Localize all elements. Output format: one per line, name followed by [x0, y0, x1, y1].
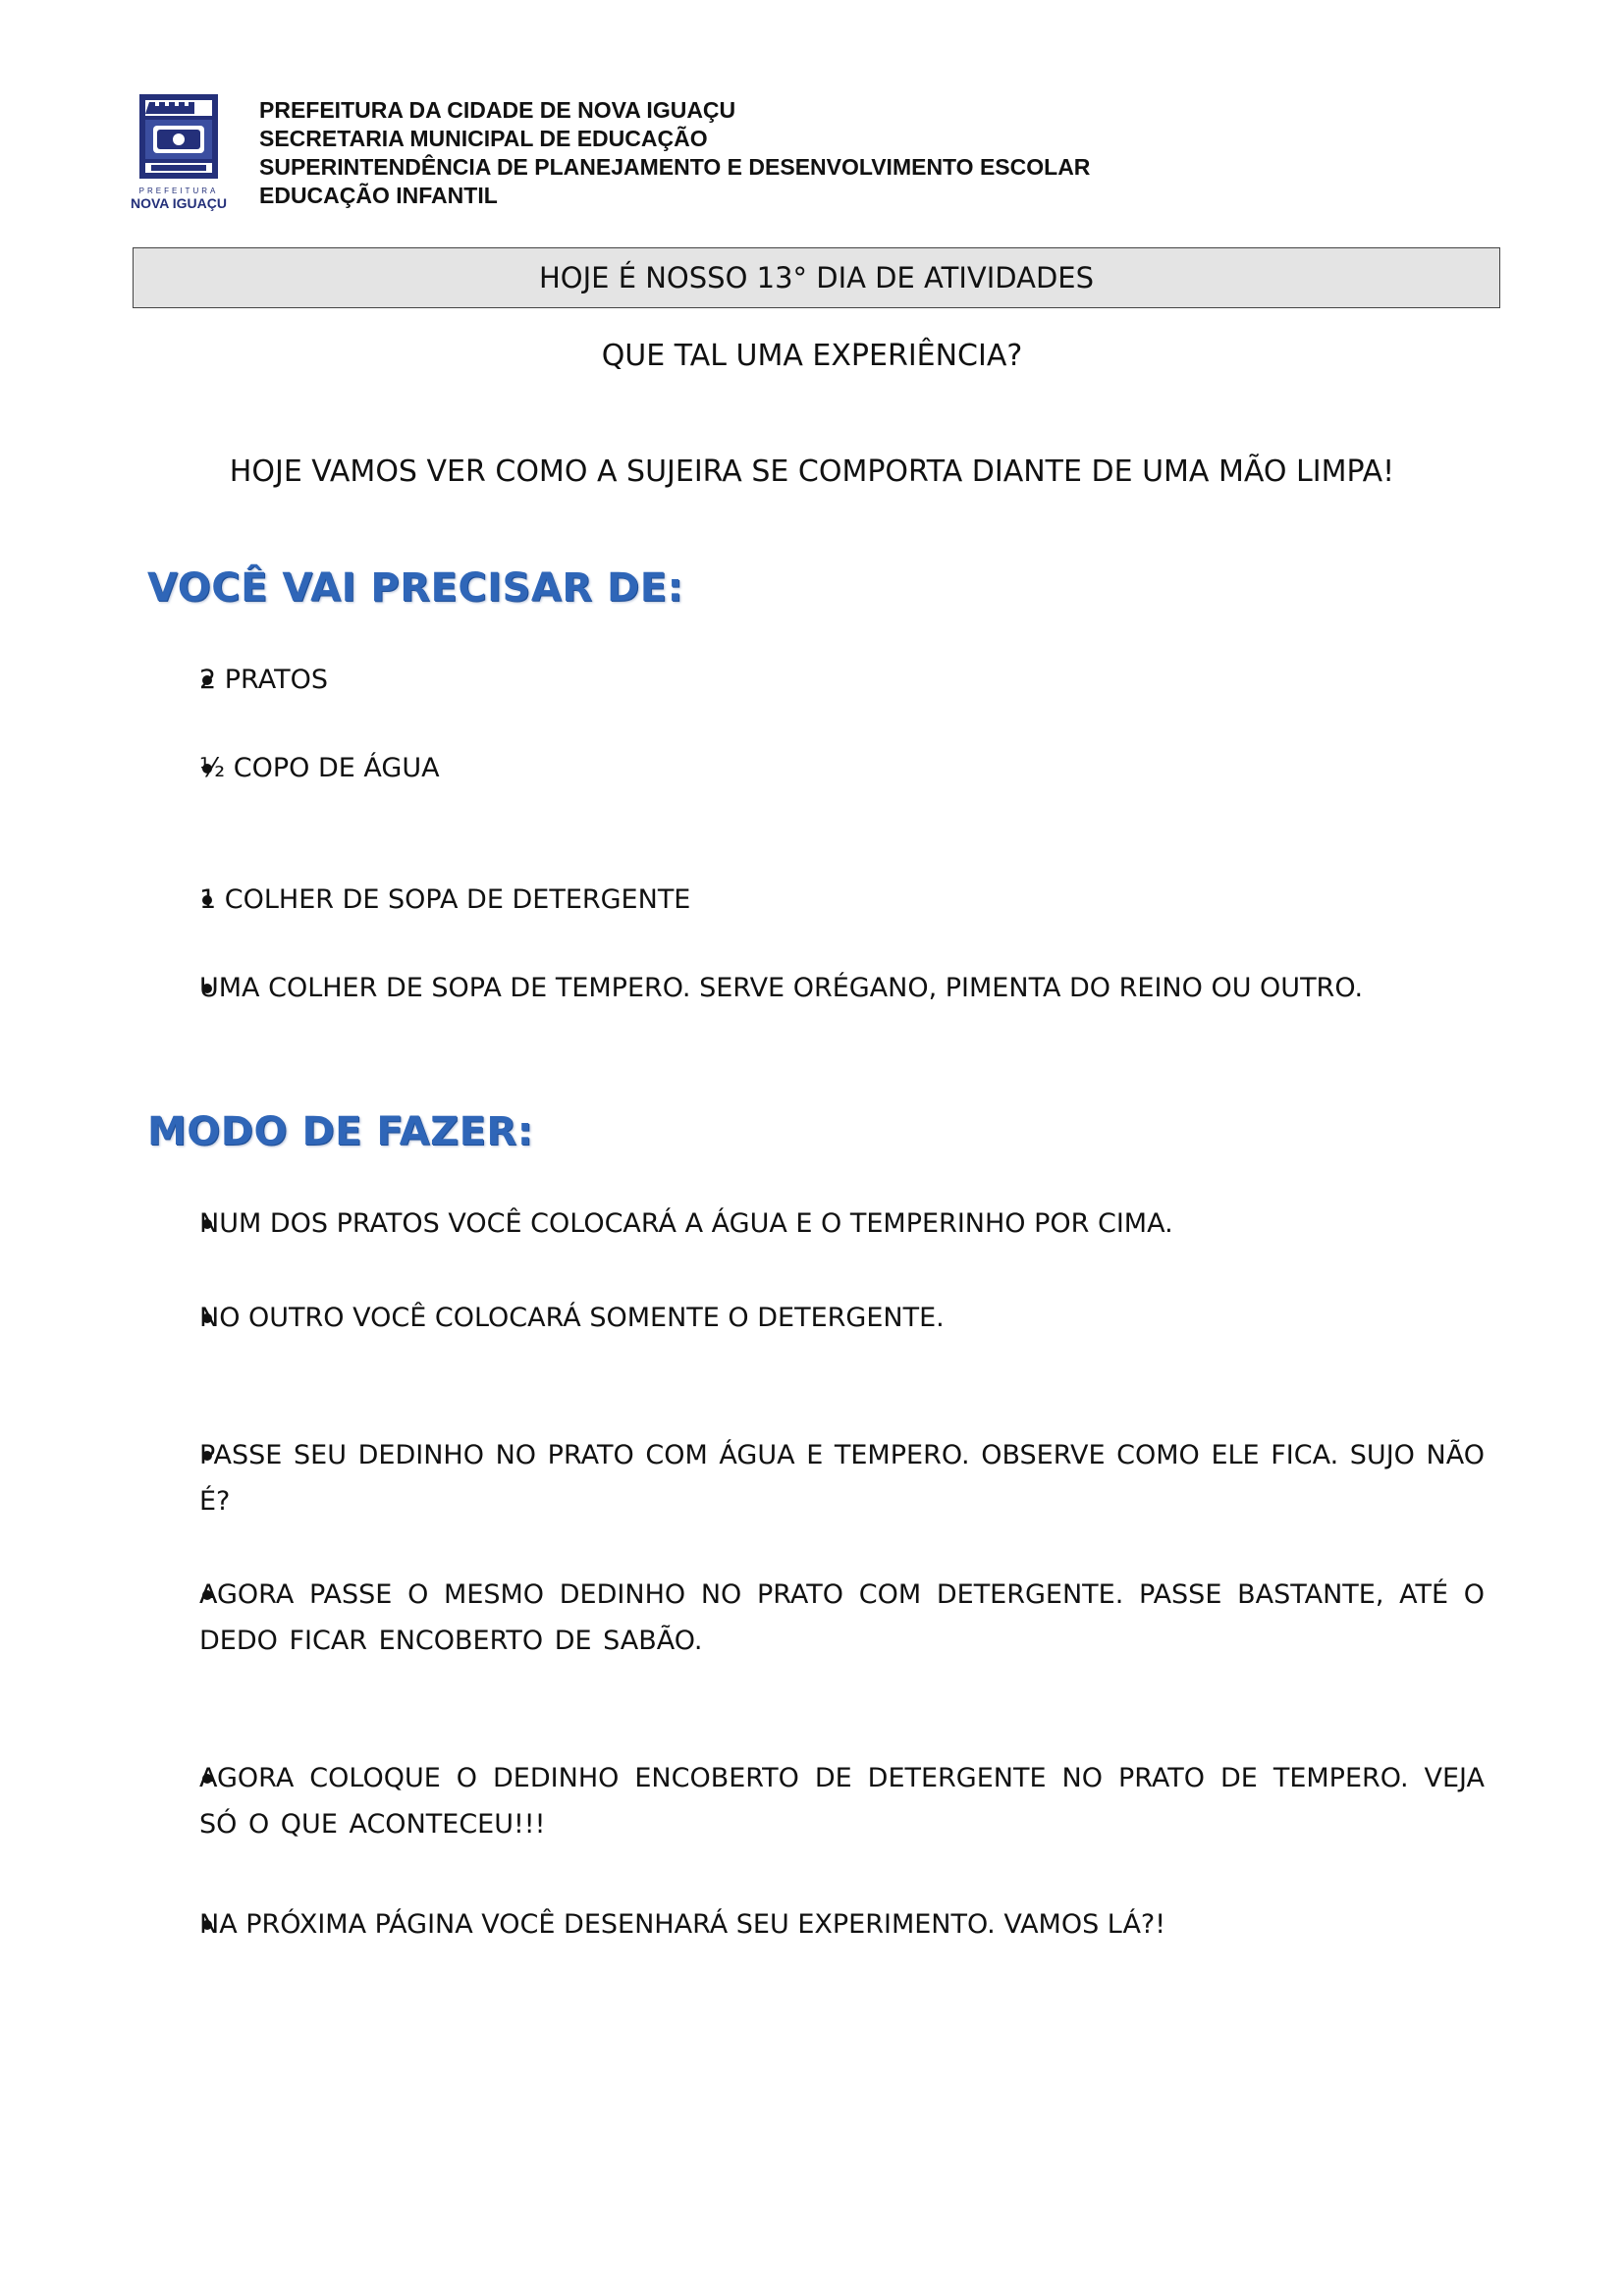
materials-item: UMA COLHER DE SOPA DE TEMPERO. SERVE ORÉGANO, PIMENTA DO REINO OU OUTRO. — [199, 973, 1364, 1003]
header-line-3: SUPERINTENDÊNCIA DE PLANEJAMENTO E DESENVOLVIMENTO ESCOLAR — [259, 154, 1091, 180]
logo-city-text: NOVA IGUAÇU — [131, 195, 227, 211]
logo-prefeitura-text: PREFEITURA — [138, 187, 219, 195]
coat-of-arms-icon — [126, 92, 232, 216]
institution-header — [259, 96, 1090, 210]
steps-heading: MODO DE FAZER: — [147, 1109, 534, 1154]
header-line-4: EDUCAÇÃO INFANTIL — [259, 183, 498, 208]
header-line-2: SECRETARIA MUNICIPAL DE EDUCAÇÃO — [259, 126, 708, 151]
step-item: AGORA COLOQUE O DEDINHO ENCOBERTO DE DETERGENTE NO PRATO DE TEMPERO. VEJA SÓ O QUE ACONTECEU!!! — [199, 1763, 1485, 1840]
step-item: PASSE SEU DEDINHO NO PRATO COM ÁGUA E TEMPERO. OBSERVE COMO ELE FICA. SUJO NÃO É? — [199, 1440, 1485, 1517]
materials-heading: VOCÊ VAI PRECISAR DE: — [147, 565, 684, 611]
materials-item: ½ COPO DE ÁGUA — [199, 753, 440, 783]
prefeitura-logo — [126, 92, 232, 216]
materials-item: 2 PRATOS — [199, 665, 328, 695]
materials-item: 1 COLHER DE SOPA DE DETERGENTE — [199, 884, 691, 915]
intro-text: HOJE VAMOS VER COMO A SUJEIRA SE COMPORTA DIANTE DE UMA MÃO LIMPA! — [229, 454, 1395, 489]
step-item: AGORA PASSE O MESMO DEDINHO NO PRATO COM DETERGENTE. PASSE BASTANTE, ATÉ O DEDO FICAR ENCOBERTO DE SABÃO. — [199, 1579, 1485, 1656]
step-item: NUM DOS PRATOS VOCÊ COLOCARÁ A ÁGUA E O TEMPERINHO POR CIMA. — [199, 1208, 1173, 1239]
subtitle: QUE TAL UMA EXPERIÊNCIA? — [601, 339, 1023, 373]
step-item: NO OUTRO VOCÊ COLOCARÁ SOMENTE O DETERGENTE. — [199, 1303, 945, 1333]
activity-day-banner: HOJE É NOSSO 13° DIA DE ATIVIDADES — [133, 247, 1500, 308]
header-line-1: PREFEITURA DA CIDADE DE NOVA IGUAÇU — [259, 97, 736, 123]
step-item: NA PRÓXIMA PÁGINA VOCÊ DESENHARÁ SEU EXPERIMENTO. VAMOS LÁ?! — [199, 1909, 1166, 1940]
